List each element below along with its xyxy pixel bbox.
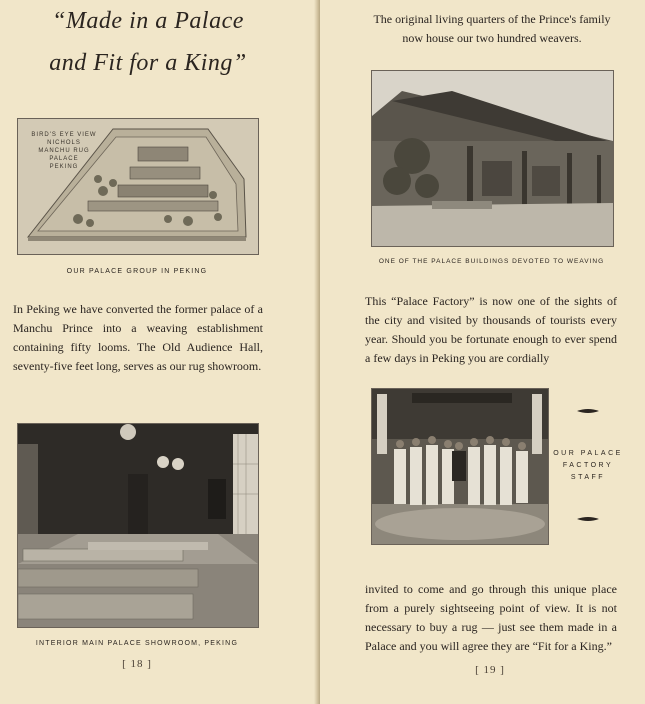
illustration-inset-text bbox=[24, 131, 104, 171]
ornament-bottom bbox=[577, 516, 599, 522]
image1-caption: OUR PALACE GROUP IN PEKING bbox=[66, 268, 208, 275]
left-page bbox=[0, 0, 318, 704]
image2-caption: INTERIOR MAIN PALACE SHOWROOM, PEKING bbox=[35, 640, 239, 647]
showroom-photo bbox=[17, 423, 259, 628]
ornament-top bbox=[577, 408, 599, 414]
staff-side-label bbox=[552, 448, 624, 484]
right-page-number: [ 19 ] bbox=[475, 664, 505, 676]
right-page bbox=[320, 0, 645, 704]
inset-line-3: MANCHU RUG PALACE bbox=[38, 148, 90, 162]
inset-line-4: PEKING bbox=[49, 164, 79, 170]
right-paragraph-3: invited to come and go through this unique place from a purely sightseeing point of view. It is not necessary to buy a rug — just see them made in a Palace and you will agree they are “Fit for a King.” bbox=[365, 582, 617, 653]
side-label-line-1: OUR PALACE bbox=[553, 450, 623, 457]
inset-line-2: NICHOLS bbox=[47, 140, 81, 146]
title-line-2: and Fit for a King” bbox=[49, 50, 247, 76]
factory-staff-photo bbox=[371, 388, 549, 545]
right-paragraph-1: The original living quarters of the Prince's family now house our two hundred weavers. bbox=[373, 12, 611, 45]
right-image1-caption: ONE OF THE PALACE BUILDINGS DEVOTED TO WEAVING bbox=[378, 258, 605, 265]
right-paragraph-2: This “Palace Factory” is now one of the sights of the city and visited by thousands of tourists every year. Should you be fortunate enough to ever spend a few days in Peking you are cordially bbox=[365, 294, 617, 365]
left-paragraph: In Peking we have converted the former palace of a Manchu Prince into a weaving establishment containing fifty looms. The Old Audience Hall, seventy-five feet long, serves as our rug showroom. bbox=[13, 302, 263, 373]
side-label-line-2: FACTORY bbox=[562, 462, 614, 469]
title-line-1: “Made in a Palace bbox=[52, 8, 244, 34]
palace-birds-eye-illustration bbox=[17, 118, 259, 255]
inset-line-1: BIRD'S EYE VIEW bbox=[31, 132, 97, 138]
side-label-line-3: STAFF bbox=[570, 474, 606, 481]
palace-building-photo bbox=[371, 70, 614, 247]
left-page-number: [ 18 ] bbox=[122, 658, 152, 670]
